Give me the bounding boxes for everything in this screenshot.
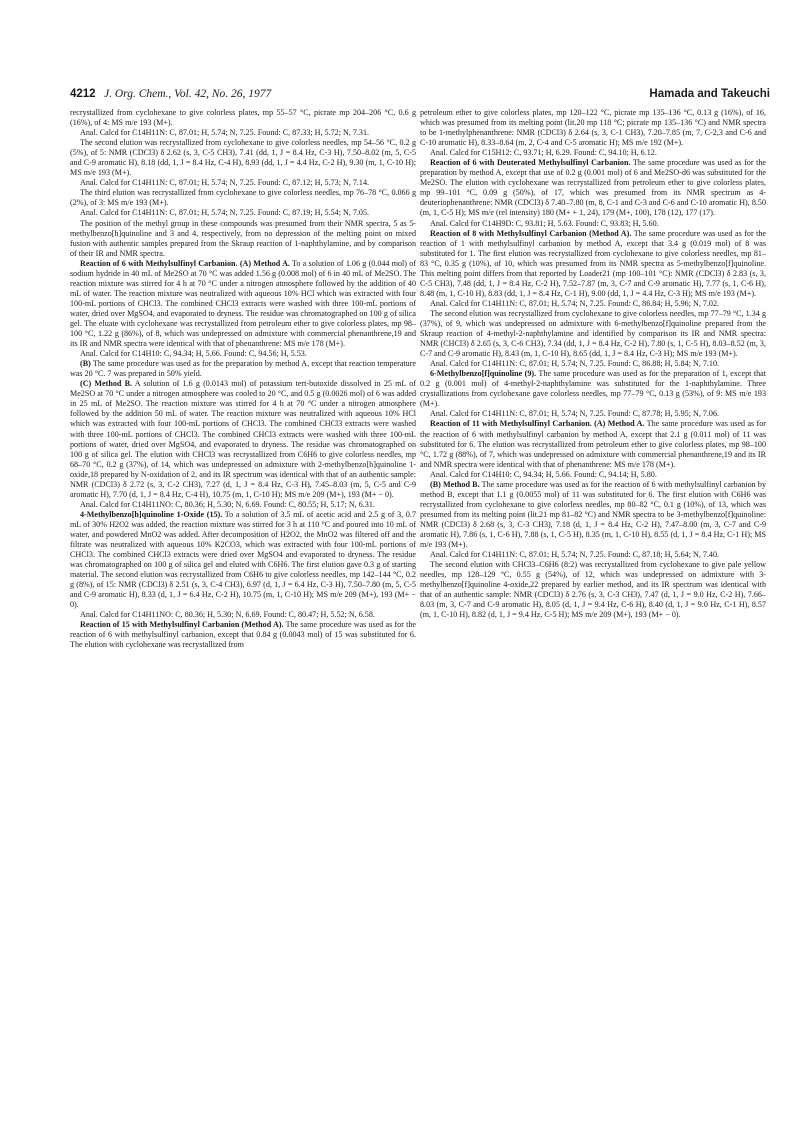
paragraph-text: The same procedure was used as for the reaction of 1 with methylsulfinyl carbanion by method A, except that 3.4 g (0.019 mol) of 8 was substituted for 1. The first elution was recrystallized from cyclohexane to give colorless needles, mp 81–83 °C, 0.35 g (10%), of 10, which was presumed from its NMR spectra as 5-methylbenzo[f]quinoline. This melting point differs from that reported by Loader21 (mp 100–101 °C): NMR (CDCl3) δ 2.83 (s, 3, C-5 CH3), 7.48 (dd, 1, J = 8.4 Hz, C-2 H), 7.52–7.87 (m, 3, C-7 and C-9 aromatic H), 7.77 (s, 1, C-6 H), 8.48 (m, 1, C-10 H), 8.83 (dd, 1, J = 8.4 Hz, C-1 H), 9.00 (dd, 1, J = 4.4 Hz, C-3 H); MS m/e 193 (M+). <box>420 228 766 298</box>
paragraph <box>420 560 766 620</box>
page-number: 4212 <box>70 88 96 100</box>
paragraph <box>70 500 416 510</box>
paragraph <box>70 178 416 188</box>
journal-citation: J. Org. Chem., Vol. 42, No. 26, 1977 <box>104 88 272 100</box>
paragraph <box>70 108 416 128</box>
paragraph <box>420 309 766 359</box>
page-header <box>70 88 770 104</box>
paragraph-text: Anal. Calcd for C14H11N: C, 87.01; H, 5.74; N, 7.25. Found: C, 87.12; H, 5.73; N, 7.14. <box>80 178 370 188</box>
section-heading: (B) Method B. <box>430 479 480 489</box>
paragraph <box>420 108 766 148</box>
paragraph-text: The second elution was recrystallized from cyclohexane to give colorless needles, mp 77–79 °C, 1.34 g (37%), of 9, which was undepressed on admixture with 6-methylbenzo[f]quinoline prepared from the Skraup reaction of 4-methyl-2-naphthylamine and identified by comparison its IR and NMR spectra: NMR (CHCl3) δ 2.65 (s, 3, C-6 CH3), 7.34 (dd, 1, J = 8.4 Hz, C-2 H), 7.80 (s, 1, C-5 H), 8.03–8.52 (m, 3, C-7 and C-9 aromatic H), 8.43 (m, 1, C-10 H), 8.65 (dd, 1, J = 8.4 Hz, C-3 H); MS m/e 193 (M+). <box>420 308 766 359</box>
paragraph <box>70 138 416 178</box>
paragraph-text: The second elution with CHCl3–C6H6 (8:2) was recrystallized from cyclohexane to give pale yellow needles, mp 128–129 °C, 0.55 g (54%), of 12, which was undepressed on admixture with 3-methylbenzo[f]quinoline 4-oxide,22 prepared by earlier method, and its IR spectrum was identical with that of an authentic sample: NMR (CDCl3) δ 2.76 (s, 3, C-3 CH3), 7.47 (d, 1, J = 9.0 Hz, C-2 H), 7.66–8.03 (m, 3, C-7 and C-9 aromatic H), 8.05 (d, 1, J = 9.4 Hz, C-6 H), 8.40 (d, 1, J = 9.0 Hz, C-1 H), 8.57 (m, 1, C-10 H), 8.82 (d, 1, J = 9.4 Hz, C-5 H); MS m/e 209 (M+), 193 (M+ − 0). <box>420 560 766 620</box>
paragraph <box>70 359 416 379</box>
paragraph <box>70 259 416 349</box>
paragraph <box>70 128 416 138</box>
paragraph-text: Anal. Calcd for C14H11N: C, 87.01; H, 5.74; N, 7.25. Found: C, 87.33; H, 5.72; N, 7.31. <box>80 128 370 138</box>
paragraph-text: Anal. Calcd for C14H11N: C, 87.01; H, 5.74; N, 7.25. Found: C, 86.84; H, 5.96; N, 7.02. <box>430 298 720 308</box>
running-authors: Hamada and Takeuchi <box>649 88 770 100</box>
paragraph <box>420 158 766 218</box>
paragraph-text: Anal. Calcd for C14H10: C, 94.34; H, 5.66. Found: C, 94.56; H, 5.53. <box>80 349 307 359</box>
paragraph-text: Anal. Calcd for C14H11N: C, 87.01; H, 5.74; N, 7.25. Found: C, 86.88; H, 5.84; N, 7.10. <box>430 359 720 369</box>
paragraph <box>420 369 766 409</box>
paragraph-text: petroleum ether to give colorless plates, mp 120–122 °C, picrate mp 135–136 °C, 0.13 g (16%), of 16, which was presumed from its melting point (lit.20 mp 118 °C; picrate mp 135–136 °C) and NMR spectra to be 1-methylphenanthrene: NMR (CDCl3) δ 2.64 (s, 3, C-1 CH3), 7.20–7.85 (m, 7, C-2,3 and C-6 and C-10 aromatic H), 8.33–8.64 (m, 2, C-4 and C-5 aromatic H); MS m/e 192 (M+). <box>420 108 766 148</box>
paragraph-text: The same procedure was used as for the reaction of 6 with methylsulfinyl carbanion by method A, except that 2.1 g (0.011 mol) of 11 was substituted for 6. The elution was recrystallized from petroleum ether to give colorless plates, mp 98–100 °C, 1.72 g (88%), of 7, which was undepressed on admixture with commercial phenanthrene,19 and its IR and NMR spectra were identical with that of phenanthrene: MS m/e 178 (M+). <box>420 419 766 469</box>
paragraph-text: A solution of 1.6 g (0.0143 mol) of potassium tert-butoxide dissolved in 25 mL of Me2SO at 70 °C under a nitrogen atmosphere was cooled to 20 °C, and 0.5 g (0.0026 mol) of 6 was added in 25 mL of Me2SO. The reaction mixture was stirred for 4 h at 70 °C under a nitrogen atmosphere followed by the addition 50 mL of water. The reaction mixture was neutralized with aqueous 10% HCl which was extracted with four 100-mL portions of CHCl3. The combined CHCl3 extracts were washed with three 100-mL portions of CHCl3. The combined CHCl3 extracts were washed with three 100-mL portions of water, dried over MgSO4, and evaporated to dryness. The residue was chromatographed on 100 g of silica gel. The elution with CHCl3 was recrystallized from C6H6 to give colorless needles, mp 68–70 °C, 0.2 g (37%), of 14, which was undepressed on admixture with 2-methylbenzo[h]quinoline 1-oxide,18 prepared by N-oxidation of 2, and its IR spectrum was identical with that of an authentic sample: NMR (CDCl3) δ 2.72 (s, 3, C-2 CH3), 7.27 (d, 1, J = 8.4 Hz, C-3 H), 7.45–8.03 (m, 5, C-5 and C-9 aromatic H), 7.70 (d, 1, J = 8.4 Hz, C-4 H), 10.75 (m, 1, C-10 H); MS m/e 209 (M+), 193 (M+ − 0). <box>70 379 416 499</box>
section-heading: 4-Methylbenzo[h]quinoline 1-Oxide (15). <box>80 509 223 519</box>
paragraph <box>420 470 766 480</box>
paragraph <box>70 349 416 359</box>
paragraph-text: Anal. Calcd for C14H9D: C, 93.81; H, 5.63. Found: C, 93.83; H, 5.60. <box>430 218 659 228</box>
right-column <box>420 108 766 1113</box>
paragraph-text: The same procedure was used as for the preparation by method A, except that reaction temperature was 20 °C. 7 was prepared in 50% yield. <box>70 359 416 379</box>
paragraph-text: Anal. Calcd for C14H11N: C, 87.01; H, 5.74; N, 7.25. Found: C, 87.78; H, 5.95; N, 7.06. <box>430 409 720 419</box>
paragraph-text: The same procedure was used as for the reaction of 6 with methylsulfinyl carbanion by method B, except that 1.1 g (0.0055 mol) of 11 was substituted for 6. The first elution with C6H6 was recrystallized from cyclohexane to give colorless needles, mp 80–82 °C, 0.1 g (10%), of 13, which was presumed from its melting point (lit.21 mp 81–82 °C) and NMR spectra to be 3-methylbenzo[f]quinoline: NMR (CDCl3) δ 2.68 (s, 3, C-3 CH3), 7.18 (d, 1, J = 8.4 Hz, C-2 H), 7.47–8.00 (m, 3, C-7 and C-9 aromatic H), 7.86 (s, 1, C-6 H), 7.88 (s, 1, C-5 H), 8.35 (m, 1, C-10 H), 8.55 (d, 1, J = 8.4 Hz, C-1 H); MS m/e 193 (M+). <box>420 479 766 550</box>
paragraph-text: The second elution was recrystallized from cyclohexane to give colorless needles, mp 54–56 °C, 0.2 g (5%), of 5: NMR (CDCl3) δ 2.62 (s, 3, C-5 CH3), 7.41 (dd, 1, J = 8.4 Hz, C-3 H), 7.50–8.02 (m, 5, C-5 and C-9 aromatic H), 8.18 (dd, 1, J = 8.4 Hz, C-4 H), 8.93 (dd, 1, J = 4.4 Hz, C-2 H), 9.30 (m, 1, C-10 H); MS m/e 193 (M+). <box>70 138 416 178</box>
paragraph <box>70 610 416 620</box>
paragraph <box>70 208 416 218</box>
paragraph-text: recrystallized from cyclohexane to give colorless plates, mp 55–57 °C, picrate mp 204–206 °C, 0.6 g (16%), of 4: MS m/e 193 (M+). <box>70 108 416 128</box>
paragraph <box>420 359 766 369</box>
section-heading: Reaction of 6 with Methylsulfinyl Carbanion. (A) Method A. <box>80 258 290 268</box>
paragraph <box>420 148 766 158</box>
paragraph-text: The third elution was recrystallized from cyclohexane to give colorless needles, mp 76–78 °C, 0.066 g (2%), of 3: MS m/e 193 (M+). <box>70 188 416 208</box>
paragraph-text: The position of the methyl group in these compounds was presumed from their NMR spectra, 5 as 5-methylbenzo[h]quinoline and 3 and 4, respectively, from no depression of the melting point on mixed fusion with authentic samples prepared from the Skraup reaction of 1-naphthylamine, and by comparison of their IR and NMR spectra. <box>70 218 416 258</box>
section-heading: (B) <box>80 359 91 369</box>
left-column <box>70 108 416 1113</box>
paragraph-text: Anal. Calcd for C14H11N: C, 87.01; H, 5.74; N, 7.25. Found: C, 87.18; H, 5.64; N, 7.40. <box>430 550 720 560</box>
paragraph <box>420 409 766 419</box>
paragraph-text: Anal. Calcd for C14H10: C, 94.34; H, 5.66. Found: C, 94.14; H, 5.80. <box>430 469 657 479</box>
paragraph <box>70 219 416 259</box>
paragraph <box>70 379 416 500</box>
paragraph <box>420 550 766 560</box>
section-heading: Reaction of 15 with Methylsulfinyl Carbanion (Method A). <box>80 620 284 630</box>
paragraph <box>70 510 416 610</box>
paragraph-text: Anal. Calcd for C14H11N: C, 87.01; H, 5.74; N, 7.25. Found: C, 87.19; H, 5.54; N, 7.05. <box>80 208 370 218</box>
paragraph-text: The same procedure was used as for the preparation of 1, except that 0.2 g (0.001 mol) of 4-methyl-2-naphthylamine was substituted for the 1-naphthylamine. Three crystallizations from cyclohexane gave colorless needles, mp 77–79 °C, 0.13 g (53%), of 9: MS m/e 193 (M+). <box>420 369 766 409</box>
section-heading: Reaction of 6 with Deuterated Methylsulfinyl Carbanion. <box>430 158 631 168</box>
paragraph-text: Anal. Calcd for C14H11NO: C, 80.36; H, 5.30; N, 6.69. Found: C, 80.55; H, 5.17; N, 6.31. <box>80 499 375 509</box>
paragraph <box>420 419 766 469</box>
section-heading: Reaction of 8 with Methylsulfinyl Carbanion (Method A). <box>430 228 632 238</box>
paragraph <box>70 620 416 650</box>
paragraph-text: To a solution of 3.5 mL of acetic acid and 2.5 g of 3, 0.7 mL of 30% H2O2 was added, the reaction mixture was stirred for 3 h at 110 °C and poured into 10 mL of water, and powdered MnO2 was added. After decomposition of H2O2, the MnO2 was filtered off and the filtrate was neutralized with aqueous 10% K2CO3, which was extracted with four 100-mL portions of CHCl3. The combined CHCl3 extracts were dried over MgSO4 and evaporated to dryness. The residue was chromatographed on 100 g of silica gel and eluted with C6H6. The first elution gave 0.3 g of starting material. The second elution was recrystallized from C6H6 to give colorless needles, mp 142–144 °C, 0.2 g (8%), of 15: NMR (CDCl3) δ 2.51 (s, 3, C-4 CH3), 6.97 (d, 1, J = 6.4 Hz, C-3 H), 7.50–7.80 (m, 5, C-5 and C-9 aromatic H), 8.33 (d, 1, J = 6.4 Hz, C-2 H), 10.75 (m, 1, C-10 H); MS m/e 209 (M+), 193 (M+ − 0). <box>70 509 416 610</box>
paragraph-text: To a solution of 1.06 g (0.044 mol) of sodium hydride in 40 mL of Me2SO at 70 °C was added 1.56 g (0.008 mol) of 6 in 40 mL of Me2SO. The reaction mixture was stirred for 4 h at 70 °C under a nitrogen atmosphere followed by the addition of 40 mL of water. The reaction mixture was neutralized with aqueous 10% HCl which was extracted with four 100-mL portions of CHCl3. The combined CHCl3 extracts were washed with three 100-mL portions of water, dried over MgSO4, and evaporated to dryness. The residue was chromatographed on 100 g of silica gel. The eluate with cyclohexane was recrystallized from petroleum ether to give colorless plates, mp 98–100 °C, 1.22 g (86%), of 8, which was undepressed on admixture with commercial phenanthrene,19 and its IR and NMR spectra were identical with that of phenanthrene: MS m/e 178 (M+). <box>70 258 416 349</box>
section-heading: Reaction of 11 with Methylsulfinyl Carbanion. (A) Method A. <box>430 419 645 429</box>
paragraph <box>420 219 766 229</box>
paragraph-text: The same procedure was used as for the reaction of 6 with methylsulfinyl carbanion, except that 0.84 g (0.0043 mol) of 15 was substituted for 6. The elution with cyclohexane was recrystallized from <box>70 620 416 650</box>
paragraph <box>420 299 766 309</box>
paragraph-text: The same procedure was used as for the preparation by method A, except that use of 0.2 g (0.001 mol) of 6 and Me2SO-d6 was substituted for the Me2SO. The elution with cyclohexane was recrystallized from petroleum ether to give colorless plates, mp 99–101 °C, 0.09 g (50%), of 17, which was presumed from its NMR spectrum as 4-deuteriophenanthrene: NMR (CDCl3) δ 7.40–7.80 (m, 8, C-1 and C-3 and C-6 and C-10 aromatic H), 8.50 (m, 1, C-5 H); MS m/e (rel intensity) 180 (M+ + 1, 24), 179 (M+, 100), 178 (12), 177 (17). <box>420 158 766 218</box>
paragraph-text: Anal. Calcd for C14H11NO: C, 80.36; H, 5.30; N, 6.69. Found: C, 80.47; H, 5.52; N, 6.58. <box>80 610 375 620</box>
paragraph <box>70 188 416 208</box>
section-heading: (C) Method B. <box>80 379 133 389</box>
section-heading: 6-Methylbenzo[f]quinoline (9). <box>430 369 537 379</box>
paragraph <box>420 229 766 299</box>
paragraph <box>420 480 766 550</box>
paragraph-text: Anal. Calcd for C15H12: C, 93.71; H, 6.29. Found: C, 94.10; H, 6.12. <box>430 148 657 158</box>
